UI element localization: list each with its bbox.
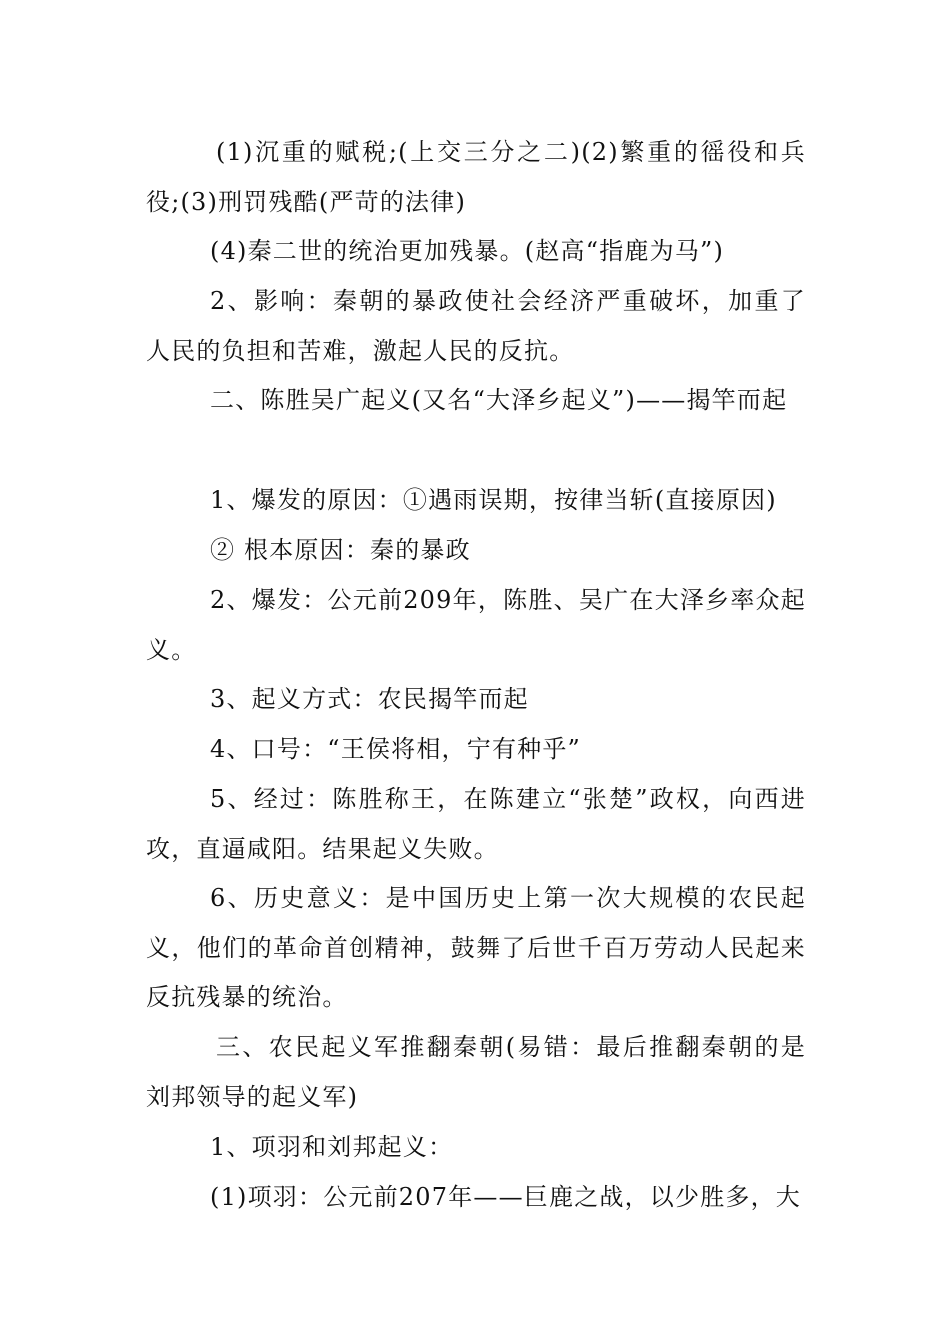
- paragraph-outbreak: 2、爆发：公元前209年，陈胜、吴广在大泽乡率众起义。: [146, 586, 806, 664]
- paragraph-influence: 2、影响：秦朝的暴政使社会经济严重破坏，加重了人民的负担和苦难，激起人民的反抗。: [146, 287, 806, 365]
- section-heading-chensheng-wuguang: 二、陈胜吴广起义(又名“大泽乡起义”)——揭竿而起: [210, 386, 788, 414]
- paragraph-slogan: 4、口号：“王侯将相，宁有种乎”: [210, 735, 582, 763]
- paragraph-xiangyu-liubang: 1、项羽和刘邦起义：: [210, 1133, 454, 1161]
- paragraph-heavy-burdens: (1)沉重的赋税;(上交三分之二)(2)繁重的徭役和兵役;(3)刑罚残酷(严苛的法律): [146, 138, 806, 216]
- section-heading-overthrow-qin: 三、农民起义军推翻秦朝(易错：最后推翻秦朝的是刘邦领导的起义军): [146, 1033, 806, 1111]
- paragraph-root-cause: ② 根本原因：秦的暴政: [210, 536, 471, 564]
- paragraph-xiangyu: (1)项羽：公元前207年——巨鹿之战，以少胜多，大: [210, 1183, 802, 1211]
- paragraph-outbreak-cause: 1、爆发的原因：①遇雨误期，按律当斩(直接原因): [210, 486, 777, 514]
- paragraph-historical-significance: 6、历史意义：是中国历史上第一次大规模的农民起义，他们的革命首创精神，鼓舞了后世千百万劳动人民起来反抗残暴的统治。: [146, 884, 806, 1011]
- paragraph-process: 5、经过：陈胜称王，在陈建立“张楚”政权，向西进攻，直逼咸阳。结果起义失败。: [146, 785, 806, 863]
- paragraph-qin-ershi: (4)秦二世的统治更加残暴。(赵高“指鹿为马”): [210, 237, 725, 265]
- paragraph-uprising-method: 3、起义方式：农民揭竿而起: [210, 685, 529, 713]
